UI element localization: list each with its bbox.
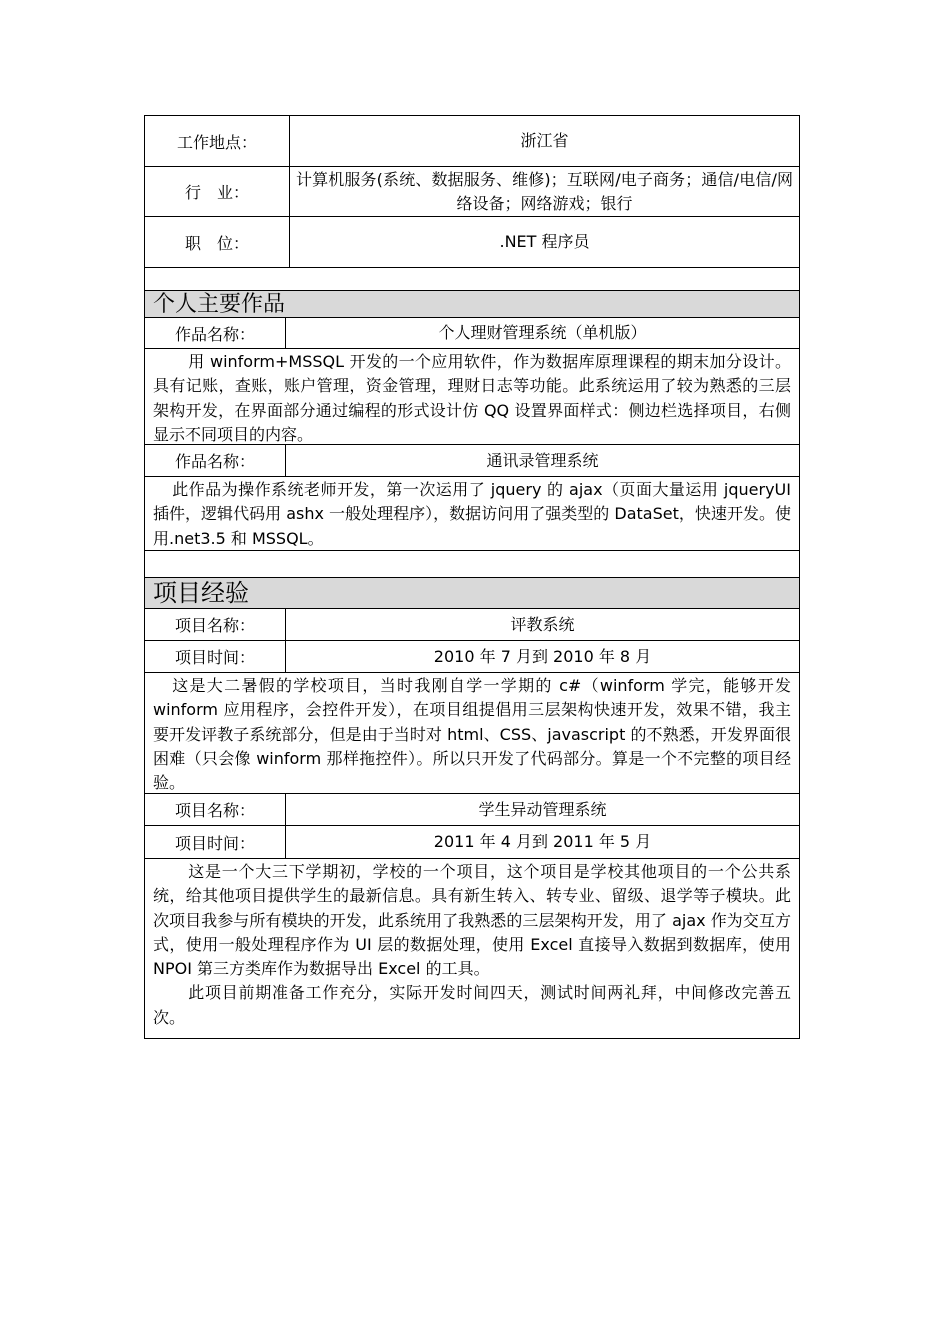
work-name-value: 个人理财管理系统（单机版） <box>438 323 647 342</box>
location-label: 工作地点： <box>145 116 290 166</box>
spacer-row <box>144 551 800 578</box>
industry-value: 计算机服务(系统、数据服务、维修)；互联网/电子商务；通信/电信/网络设备；网络游戏；银行 <box>296 169 793 213</box>
project-name-label: 项目名称： <box>145 609 286 640</box>
project-description-text-2: 此项目前期准备工作充分，实际开发时间四天，测试时间两礼拜，中间修改完善五次。 <box>153 983 791 1027</box>
project-name-row <box>144 794 800 826</box>
location-value: 浙江省 <box>520 131 569 150</box>
project-time-value: 2010 年 7 月到 2010 年 8 月 <box>433 646 652 666</box>
projects-heading: 项目经验 <box>144 578 800 609</box>
position-label: 职 位： <box>145 217 290 267</box>
work-description-text: 此作品为操作系统老师开发，第一次运用了 jquery 的 ajax（页面大量运用 jqueryUI 插件，逻辑代码用 ashx 一般处理程序），数据访问用了强类型的 DataSet，快速开发。使用.net3.5 和 MSSQL。 <box>153 480 791 548</box>
work-name-value: 通讯录管理系统 <box>486 450 599 470</box>
position-row <box>144 217 800 268</box>
project-description <box>144 673 800 794</box>
spacer-row <box>144 268 800 291</box>
location-row <box>144 115 800 167</box>
project-description-body <box>153 860 791 1030</box>
project-name-row <box>144 609 800 641</box>
project-time-label: 项目时间： <box>145 826 286 858</box>
project-name-value: 学生异动管理系统 <box>478 799 607 819</box>
work-name-row <box>144 318 800 349</box>
project-description-text: 这是一个大三下学期初，学校的一个项目，这个项目是学校其他项目的一个公共系统，给其他项目提供学生的最新信息。具有新生转入、转专业、留级、退学等子模块。此次项目我参与所有模块的开发，此系统用了我熟悉的三层架构开发，用了 ajax 作为交互方式，使用一般处理程序作为 UI 层的数据处理，使用 Excel 直接导入数据到数据库，使用 NPOI 第三方类库作为数据导出 Excel 的工具。 <box>153 862 791 979</box>
work-name-label: 作品名称： <box>145 445 286 476</box>
works-heading: 个人主要作品 <box>144 291 800 318</box>
work-description <box>144 349 800 445</box>
project-name-value: 评教系统 <box>510 614 575 634</box>
project-time-row <box>144 826 800 859</box>
work-description <box>144 477 800 551</box>
industry-row <box>144 167 800 217</box>
resume-table <box>144 115 800 1039</box>
project-time-label: 项目时间： <box>145 641 286 672</box>
industry-label: 行 业： <box>145 167 290 216</box>
project-description-text: 这是大二暑假的学校项目，当时我刚自学一学期的 c#（winform 学完，能够开发 winform 应用程序，会控件开发），在项目组提倡用三层架构快速开发，效果不错，我主要开发评教子系统部分，但是由于当时对 html、CSS、javascript 的不熟悉，开发界面很困难（只会像 winform 那样拖控件）。所以只开发了代码部分。算是一个不完整的项目经验。 <box>153 676 791 793</box>
project-time-value: 2011 年 4 月到 2011 年 5 月 <box>433 832 652 851</box>
work-description-text: 用 winform+MSSQL 开发的一个应用软件，作为数据库原理课程的期末加分设计。具有记账，查账，账户管理，资金管理，理财日志等功能。此系统运用了较为熟悉的三层架构开发，在界面部分通过编程的形式设计仿 QQ 设置界面样式：侧边栏选择项目，右侧显示不同项目的内容。 <box>153 352 791 444</box>
project-name-label: 项目名称： <box>145 794 286 825</box>
project-time-row <box>144 641 800 673</box>
position-value: .NET 程序员 <box>499 232 590 251</box>
project-description <box>144 859 800 1039</box>
work-name-row <box>144 445 800 477</box>
work-name-label: 作品名称： <box>145 318 286 348</box>
